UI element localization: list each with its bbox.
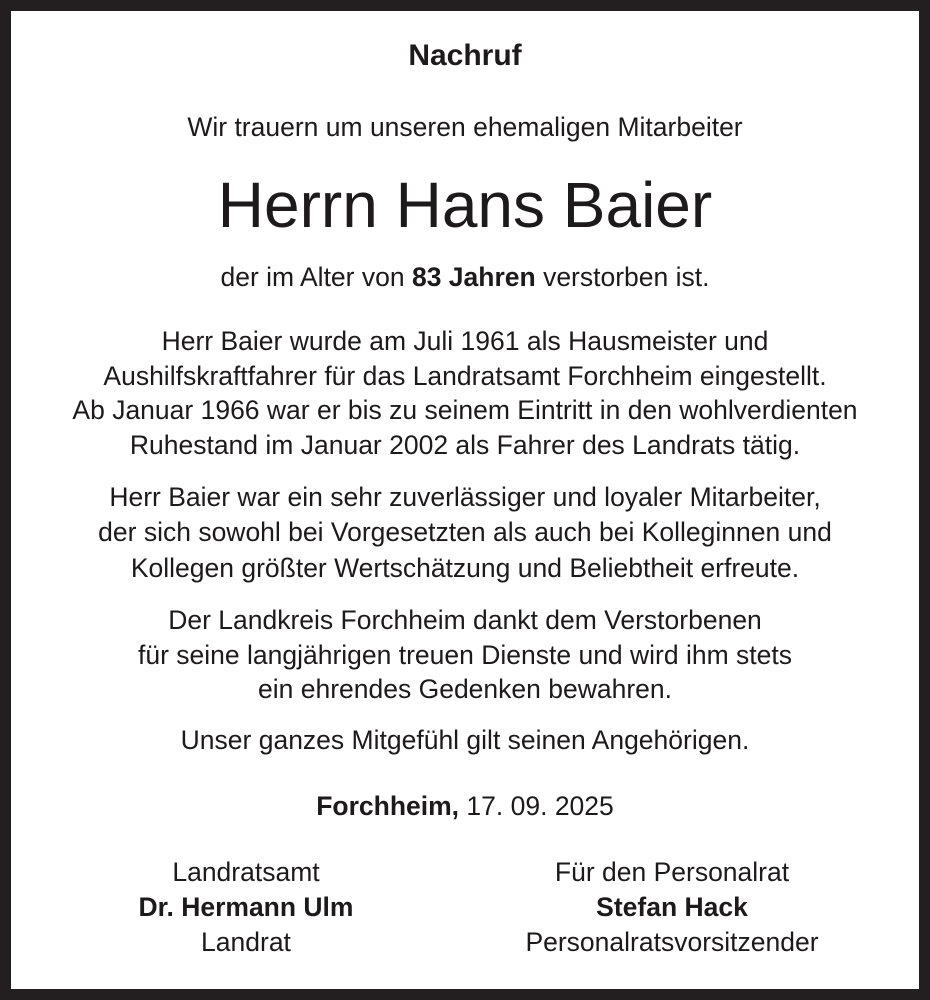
intro-line: Wir trauern um unseren ehemaligen Mitarbeiter	[187, 112, 743, 142]
paragraph-line: der sich sowohl bei Vorgesetzten als auch bei Kolleginnen und	[98, 517, 832, 547]
obituary-notice	[11, 11, 919, 989]
deceased-name: Herrn Hans Baier	[217, 169, 713, 241]
age-line	[11, 260, 919, 294]
signature-role: Landrat	[201, 927, 291, 957]
date: 17. 09. 2025	[466, 791, 614, 821]
paragraph-line: ein ehrendes Gedenken bewahren.	[258, 674, 672, 704]
signature-org: Landratsamt	[172, 857, 320, 887]
paragraph-line: Herr Baier wurde am Juli 1961 als Hausmeister und	[161, 326, 769, 356]
paragraph-line: Der Landkreis Forchheim dankt dem Verstorbenen	[168, 605, 762, 635]
paragraph-line: Aushilfskraftfahrer für das Landratsamt Forchheim eingestellt.	[103, 361, 827, 391]
age-text-before: der im Alter von	[220, 262, 412, 292]
paragraph-line: Ruhestand im Januar 2002 als Fahrer des Landrats tätig.	[129, 430, 801, 460]
paragraph-line: Herr Baier war ein sehr zuverlässiger und loyaler Mitarbeiter,	[109, 482, 821, 512]
age-text-after: verstorben ist.	[535, 262, 710, 292]
heading: Nachruf	[408, 39, 522, 72]
signature-right	[482, 855, 862, 960]
paragraph-line: Ab Januar 1966 war er bis zu seinem Eintritt in den wohlverdienten	[72, 395, 858, 425]
paragraph-line: Kollegen größter Wertschätzung und Beliebtheit erfreute.	[130, 553, 800, 583]
signature-role: Personalratsvorsitzender	[525, 927, 819, 957]
signature-name: Stefan Hack	[596, 892, 748, 922]
signature-left	[56, 855, 436, 960]
signature-org: Für den Personalrat	[554, 857, 790, 887]
place: Forchheim,	[316, 791, 460, 821]
age-value: 83 Jahren	[411, 262, 536, 292]
signature-name: Dr. Hermann Ulm	[138, 892, 354, 922]
paragraph-line: für seine langjährigen treuen Dienste und wird ihm stets	[137, 640, 793, 670]
paragraph-line: Unser ganzes Mitgefühl gilt seinen Angehörigen.	[180, 725, 750, 755]
place-date	[11, 789, 919, 823]
